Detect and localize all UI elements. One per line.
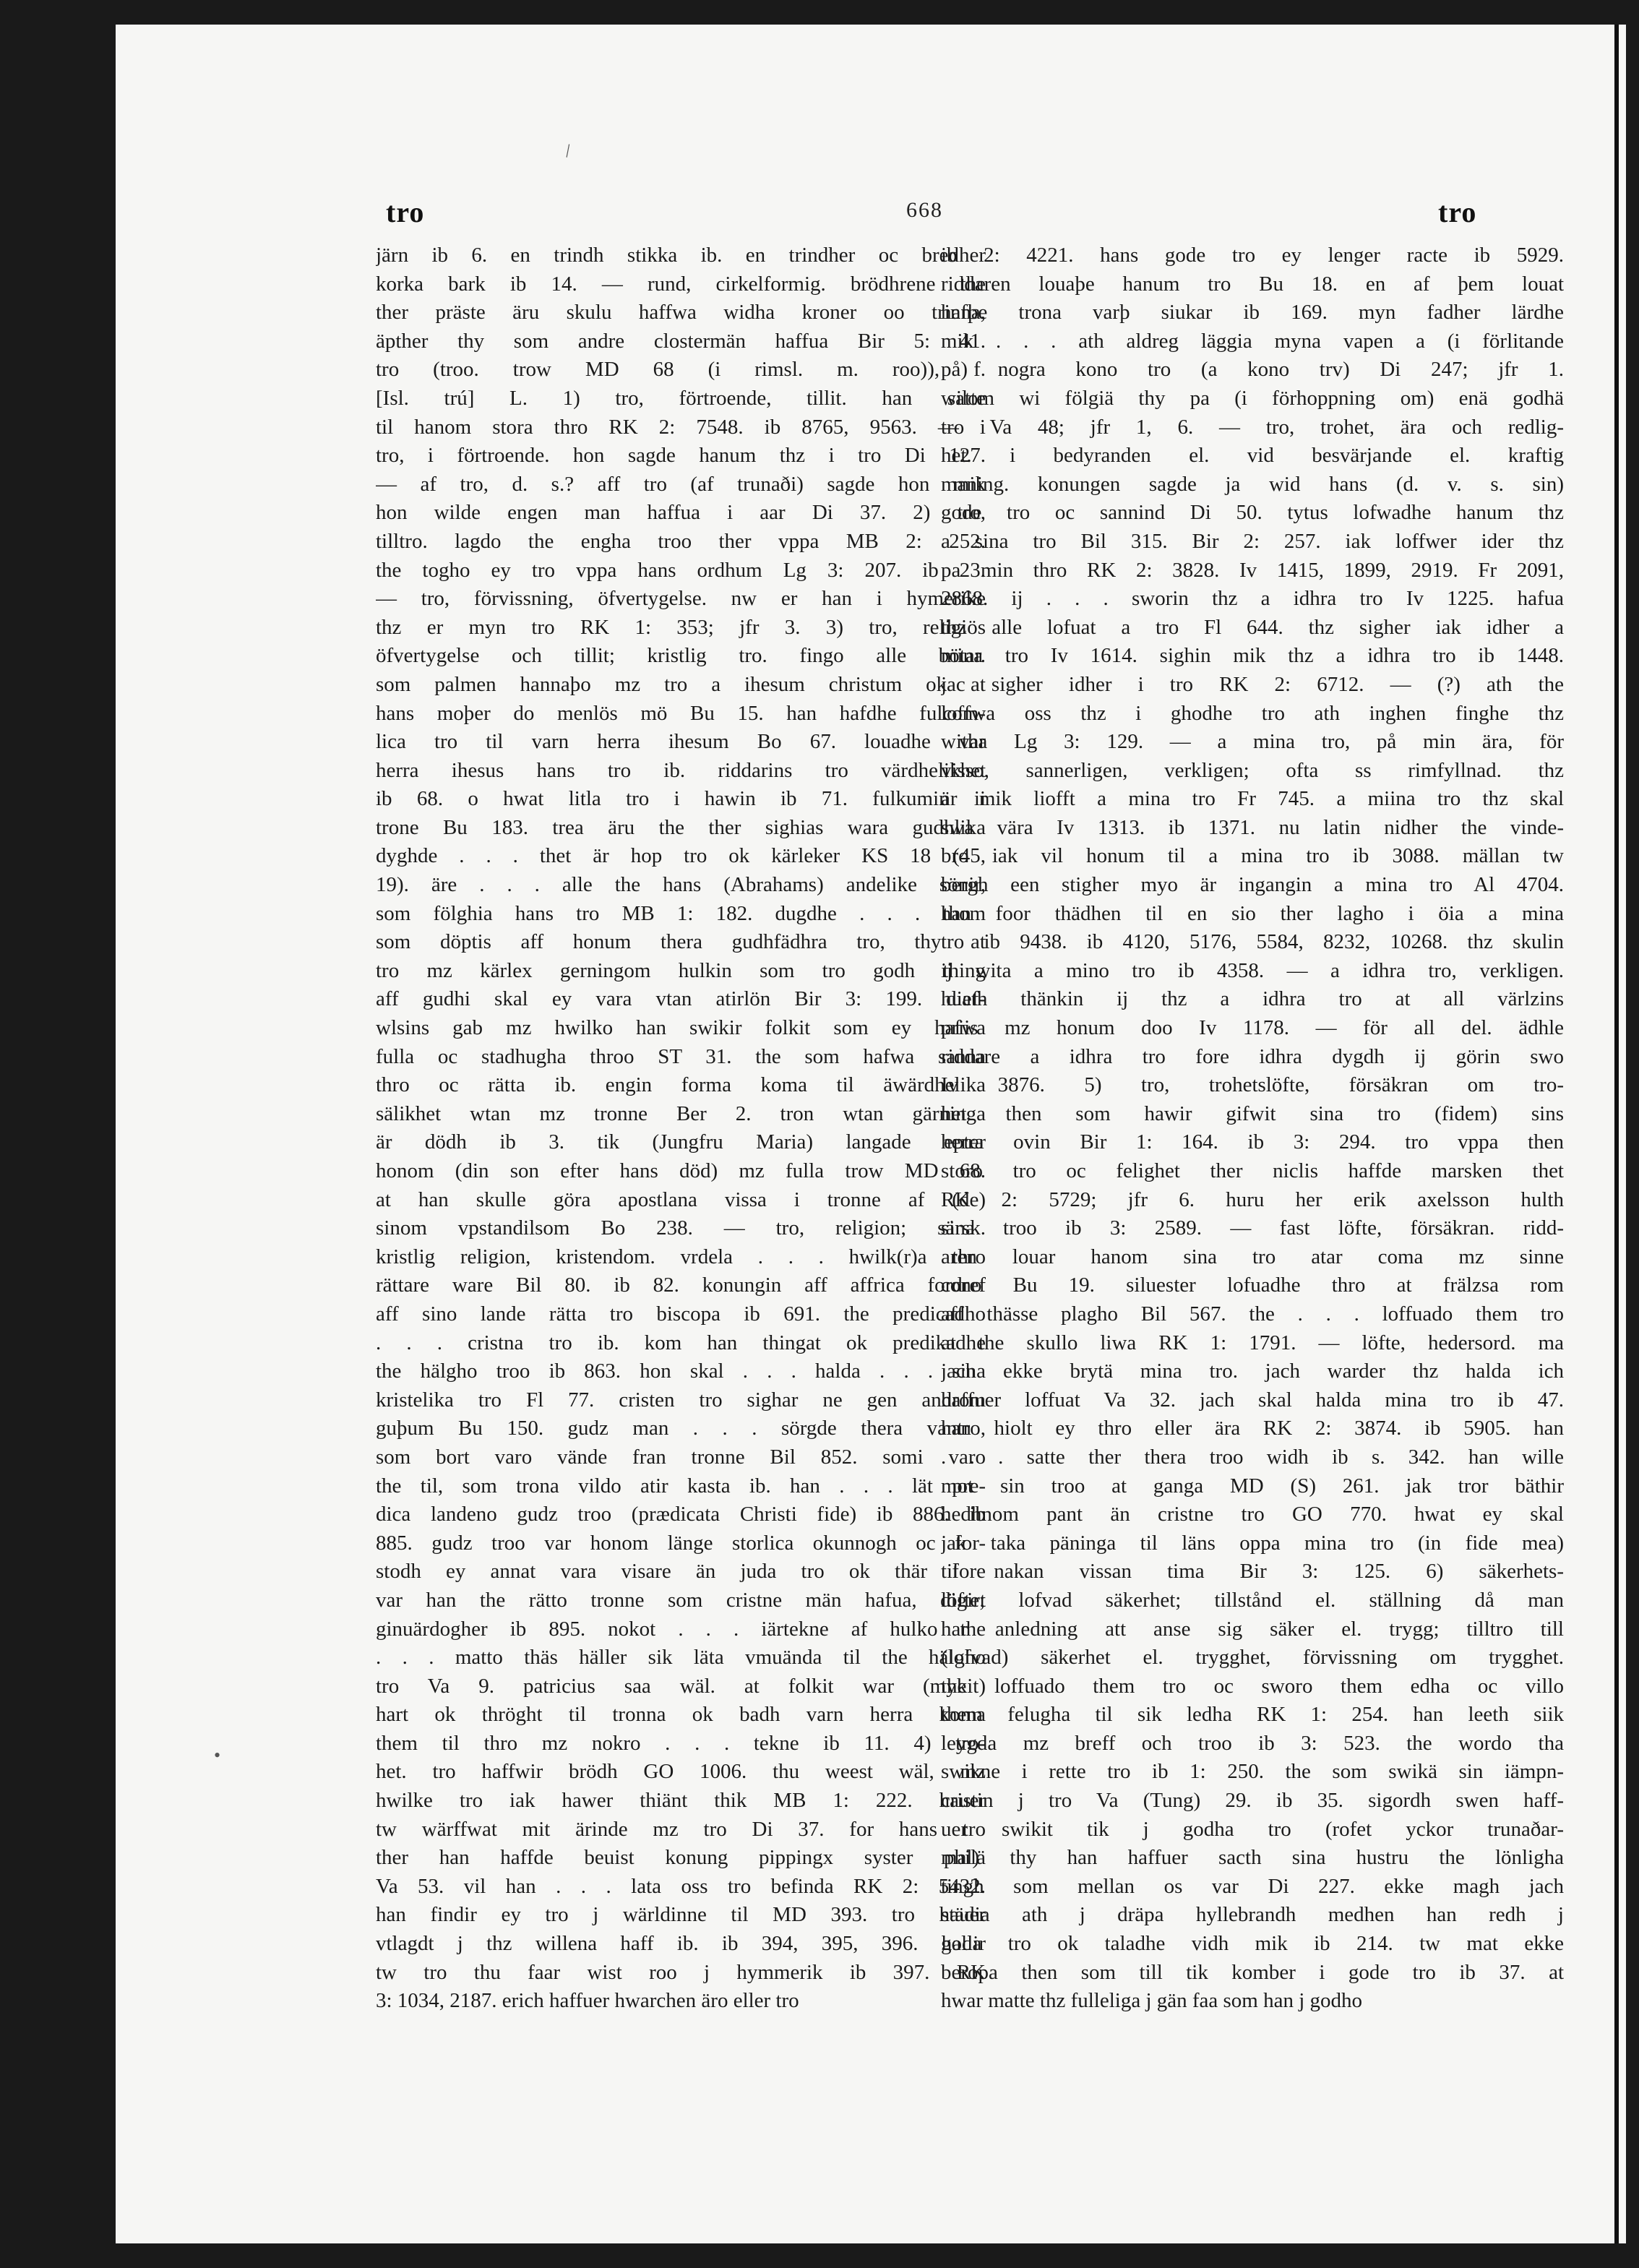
text-line: ther präste äru skulu haffwa widha kroner oo trinna,	[376, 301, 986, 325]
text-line: rättare ware Bil 80. ib 82. konungin aff affrica fordref	[376, 1273, 986, 1297]
text-line: loffwa oss thz i ghodhe tro ath inghen finghe thz	[941, 701, 1564, 725]
text-line: hans moþer do menlös mö Bu 15. han hafdhe fulcom-	[376, 701, 986, 725]
text-line: han hiolt ey thro eller ära RK 2: 3874. ib 5905. han	[941, 1417, 1564, 1440]
text-line: thro oc rätta ib. engin forma koma til äwärdhelika	[376, 1073, 986, 1097]
text-line: hafþe trona varþ siukar ib 169. myn fadher lärdhe	[941, 301, 1564, 325]
text-line: the togho ey tro vppa hans ordhum Lg 3: 207. ib 23.	[376, 558, 986, 582]
text-line: — tro, förvissning, öfvertygelse. nw er han i hymerike	[376, 587, 986, 611]
text-line: jach ekke brytä mina tro. jach warder thz halda ich	[941, 1359, 1564, 1383]
text-line: beropa then som till tik komber i gode tro ib 37. at	[941, 1960, 1564, 1984]
text-line: mot sin troo at ganga MD (S) 261. jak tror bäthir	[941, 1474, 1564, 1498]
text-line: hedhnom pant än cristne tro GO 770. hwat ey skal	[941, 1503, 1564, 1526]
text-line: pa min thro RK 2: 3828. Iv 1415, 1899, 2919. Fr 2091,	[941, 558, 1564, 582]
text-line: cono Bu 19. siluester lofuadhe thro at frälzsa rom	[941, 1273, 1564, 1297]
text-line: the hälgho troo ib 863. hon skal . . . halda . . . sina	[376, 1359, 986, 1383]
text-line: them til thro mz nokro . . . tekne ib 11. 4) tro-	[376, 1731, 986, 1755]
text-line: tingh som mellan os var Di 227. ekke magh jach	[941, 1874, 1564, 1898]
text-line: aff thässe plagho Bil 567. the . . . loffuado them tro	[941, 1302, 1564, 1326]
text-line: haffuer loffuat Va 32. jach skal halda mina tro ib 47.	[941, 1388, 1564, 1412]
text-line: thz alle lofuat a tro Fl 644. thz sigher iak idher a	[941, 615, 1564, 639]
text-line: aren louar hanom sina tro atar coma mz sinne	[941, 1245, 1564, 1268]
text-line: aff gudhi skal ey vara vtan atirlön Bir 3: 199. dief-	[376, 987, 986, 1011]
text-line: han findir ey tro j wärldinne til MD 393. tro hauer	[376, 1903, 986, 1927]
running-head-left: tro	[386, 196, 425, 228]
text-line: fulla oc stadhugha throo ST 31. the som hafwa sanna	[376, 1044, 986, 1068]
text-line: at the skullo liwa RK 1: 1791. — löfte, hedersord. ma	[941, 1331, 1564, 1354]
text-line: maning. konungen sagde ja wid hans (d. v. s. sin)	[941, 472, 1564, 496]
text-line: wilom wi fölgiä thy pa (i förhoppning om) enä godhä	[941, 386, 1564, 410]
page-number: 668	[906, 198, 943, 222]
text-line: gode tro oc sannind Di 50. tytus lofwadhe hanum thz	[941, 501, 1564, 525]
text-line: wlsins gab mz hwilko han swikir folkit som ey hafwa	[376, 1016, 986, 1040]
text-line: goda tro ok taladhe vidh mik ib 214. tw mat ekke	[941, 1932, 1564, 1956]
text-line: storo tro oc felighet ther niclis haffde marsken thet	[941, 1159, 1564, 1182]
text-line: herra ihesus hans tro ib. riddarins tro värdhelikhet	[376, 758, 986, 782]
text-line: dyghde . . . thet är hop tro ok kärleker KS 18 (45,	[376, 844, 986, 868]
text-line: — af tro, d. s.? aff tro (af trunaði) sagde hon mik	[376, 472, 986, 496]
text-line: tro ib 9438. ib 4120, 5176, 5584, 8232, 10268. thz skulin	[941, 930, 1564, 954]
text-line: (lofvad) säkerhet el. trygghet, förvissning om trygghet.	[941, 1646, 1564, 1670]
text-line: hwilke tro iak hawer thiänt thik MB 1: 222. hauer	[376, 1789, 986, 1813]
text-line: honom (din son efter hans död) mz fulla trow MD 68.	[376, 1159, 986, 1182]
text-line: hart ok thröght til tronna ok badh varn herra koma	[376, 1703, 986, 1727]
text-line: järn ib 6. en trindh stikka ib. en trindher oc bredher	[376, 244, 986, 267]
text-line: 2868. ij . . . sworin thz a idhra tro Iv 1225. hafua	[941, 587, 1564, 611]
text-line: äpther thy som andre clostermän haffua Bir 5: 41.	[376, 329, 986, 353]
text-line: . . . matto thäs häller sik läta vmuända til the hälgho	[376, 1646, 986, 1670]
text-line: them felugha til sik ledha RK 1: 254. han leeth siik	[941, 1703, 1564, 1727]
text-line: ther han haffde beuist konung pippingx syster philä	[376, 1846, 986, 1870]
text-line: öfvertygelse och tillit; kristlig tro. fingo alle bötar.	[376, 644, 986, 668]
text-line: ib 68. o hwat litla tro i hawin ib 71. fulkumin ii	[376, 787, 986, 811]
text-line: . . . satte ther thera troo widh ib s. 342. han wille	[941, 1445, 1564, 1469]
text-line: är mik liofft a mina tro Fr 745. a miina tro thz skal	[941, 787, 1564, 811]
text-line: sälikhet wtan mz tronne Ber 2. tron wtan gärninga	[376, 1101, 986, 1125]
text-line: . . . cristna tro ib. kom han thingat ok predikadhe	[376, 1331, 986, 1354]
text-line: priis mz honum doo Iv 1178. — för all del. ädhle	[941, 1016, 1564, 1040]
text-line: visso, sannerligen, verkligen; ofta ss rimfyllnad. thz	[941, 758, 1564, 782]
text-line: ginuärdogher ib 895. nokot . . . iärtekne af hulko the	[376, 1617, 986, 1641]
text-line: som döptis aff honum thera gudhfädhra tro, thy at	[376, 930, 986, 954]
text-line: het. i bedyranden el. vid besvärjande el. kraftig	[941, 444, 1564, 468]
page-edge-rule	[1614, 25, 1619, 2243]
text-line: tro Va 48; jfr 1, 6. — tro, trohet, ära och redlig-	[941, 415, 1564, 439]
text-line: på) nogra kono tro (a kono trv) Di 247; jfr 1.	[941, 358, 1564, 382]
text-line: aff sino lande rätta tro biscopa ib 691. the predicadho	[376, 1302, 986, 1326]
text-line: til nakan vissan tima Bir 3: 125. 6) säkerhets-	[941, 1560, 1564, 1584]
text-line: tilltro. lagdo the engha troo ther vppa MB 2: 252.	[376, 529, 986, 553]
text-line: cristin j tro Va (Tung) 29. ib 35. sigordh swen haff-	[941, 1789, 1564, 1813]
text-line: guþum Bu 150. gudz man . . . sörgde thera vantro,	[376, 1417, 986, 1440]
text-line: tro mz kärlex gerningom hulkin som tro godh thing	[376, 958, 986, 982]
text-line: RK 2: 5729; jfr 6. huru her erik axelsson hulth	[941, 1187, 1564, 1211]
text-line: löfte; lofvad säkerhet; tillstånd el. ställning då man	[941, 1588, 1564, 1612]
text-line: hon wilde engen man haffua i aar Di 37. 2) tro,	[376, 501, 986, 525]
text-line: sinom vpstandilsom Bo 238. — tro, religion; särsk.	[376, 1216, 986, 1240]
text-line: som palmen hannaþo mz tro a ihesum christum ok at	[376, 672, 986, 696]
text-line: vtlagdt j thz willena haff ib. ib 394, 395, 396. hallir	[376, 1932, 986, 1956]
text-line: uer swikit tik j godha tro (rofet yckor trunaðar-	[941, 1817, 1564, 1841]
text-line: var han the rätto tronne som cristne män hafua, digirt	[376, 1588, 986, 1612]
text-line: mina tro Iv 1614. sighin mik thz a idhra tro ib 1448.	[941, 644, 1564, 668]
text-line: tw wärffwat mit ärinde mz tro Di 37. for hans tro	[376, 1817, 986, 1841]
text-line: jac sigher idher i tro RK 2: 6712. — (?) ath the	[941, 672, 1564, 696]
text-line: riddaren louaþe hanum tro Bu 18. en af þem louat	[941, 272, 1564, 296]
margin-bullet: •	[214, 1745, 221, 1766]
text-line: lica tro til varn herra ihesum Bo 67. louadhe var	[376, 730, 986, 754]
text-line: at han skulle göra apostlana vissa i tronne af (de)	[376, 1187, 986, 1211]
text-line: är dödh ib 3. tik (Jungfru Maria) langade epter	[376, 1130, 986, 1154]
text-line: som bort varo vände fran tronne Bil 852. somi varo	[376, 1445, 986, 1469]
text-line: thz er myn tro RK 1: 353; jfr 3. 3) tro, religiös	[376, 615, 986, 639]
text-line: sina troo ib 3: 2589. — fast löfte, försäkran. ridd-	[941, 1216, 1564, 1240]
text-line: the loffuado them tro oc sworo them edha oc villo	[941, 1674, 1564, 1698]
text-line: 885. gudz troo var honom länge storlica okunnogh oc for-	[376, 1531, 986, 1555]
text-line: hwar matte thz fulleliga j gän faa som han j godho	[941, 1989, 1363, 2013]
stray-tick-mark: \	[560, 140, 576, 161]
text-line: 19). äre . . . alle the hans (Abrahams) andelike sönir,	[376, 873, 986, 897]
text-line: jak taka päninga til läns oppa mina tro (in fide mea)	[941, 1531, 1564, 1555]
text-line: tro, i förtroende. hon sagde hanum thz i tro Di 127.	[376, 444, 986, 468]
text-line: huath thänkin ij thz a idhra tro at all värlzins	[941, 987, 1564, 1011]
text-line: korka bark ib 14. — rund, cirkelformig. brödhrene the	[376, 272, 986, 296]
text-line: bro iak vil honum til a mina tro ib 3088. mällan tw	[941, 844, 1564, 868]
text-line: ib 2: 4221. hans gode tro ey lenger racte ib 5929.	[941, 244, 1564, 267]
text-line: herra ovin Bir 1: 164. ib 3: 294. tro vppa then	[941, 1130, 1564, 1154]
text-line: swa vära Iv 1313. ib 1371. nu latin nidher the vinde-	[941, 815, 1564, 839]
text-line: a sina tro Bil 315. Bir 2: 257. iak loffwer ider thz	[941, 529, 1564, 553]
text-line: het. tro haffwir brödh GO 1006. thu weest wäl, mz	[376, 1760, 986, 1784]
text-line: tro Va 9. patricius saa wäl. at folkit war (mykit)	[376, 1674, 986, 1698]
text-line: som fölghia hans tro MB 1: 182. dugdhe . . . thom	[376, 901, 986, 925]
text-line: leygda mz breff och troo ib 3: 523. the wordo tha	[941, 1731, 1564, 1755]
text-line: 3: 1034, 2187. erich haffuer hwarchen äro eller tro	[376, 1989, 799, 2013]
text-line: bergh een stigher myo är ingangin a mina tro Al 4704.	[941, 873, 1564, 897]
text-line: han foor thädhen til en sio ther lagho i öia a mina	[941, 901, 1564, 925]
text-line: het. then som hawir gifwit sina tro (fidem) sins	[941, 1101, 1564, 1125]
text-line: kristlig religion, kristendom. vrdela . . . hwilk(r)a thro	[376, 1245, 986, 1268]
text-line: stodh ey annat vara visare än juda tro ok thär fore	[376, 1560, 986, 1584]
text-line: ij wita a mino tro ib 4358. — a idhra tro, verkligen.	[941, 958, 1564, 982]
running-head-right: tro	[1438, 196, 1477, 228]
text-line: riddare a idhra tro fore idhra dygdh ij görin swo	[941, 1044, 1564, 1068]
text-line: til hanom stora thro RK 2: 7548. ib 8765, 9563. — i	[376, 415, 986, 439]
text-line: har anledning att anse sig säker el. trygg; tilltro till	[941, 1617, 1564, 1641]
left-column	[376, 241, 986, 2016]
text-line: Iv 3876. 5) tro, trohetslöfte, försäkran om tro-	[941, 1073, 1564, 1097]
text-line: mik . . . ath aldreg läggia myna vapen a (i förlitande	[941, 329, 1564, 353]
text-line: the til, som trona vildo atir kasta ib. han . . . lät pre-	[376, 1474, 986, 1498]
text-line: tw tro thu faar wist roo j hymmerik ib 397. RK	[376, 1960, 986, 1984]
text-line: Va 53. vil han . . . lata oss tro befinda RK 2: 5432.	[376, 1874, 986, 1898]
text-line: städia ath j dräpa hyllebrandh medhen han redh j	[941, 1903, 1564, 1927]
text-line: witha Lg 3: 129. — a mina tro, på min ära, för	[941, 730, 1564, 754]
text-line: dica landeno gudz troo (prædicata Christi fide) ib 886. ib	[376, 1503, 986, 1526]
text-line: mal) thy han haffuer sacth sina hustru the lönligha	[941, 1846, 1564, 1870]
text-line: [Isl. trú] L. 1) tro, förtroende, tillit. han satte	[376, 386, 986, 410]
text-line: kristelika tro Fl 77. cristen tro sighar ne gen androm	[376, 1388, 986, 1412]
text-line: tro (troo. trow MD 68 (i rimsl. m. roo)), f.	[376, 358, 986, 382]
dictionary-page	[116, 25, 1626, 2243]
text-line: swikne i rette tro ib 1: 250. the som swikä sin iämpn-	[941, 1760, 1564, 1784]
right-column	[941, 241, 1564, 2016]
text-line: trone Bu 183. trea äru the ther sighias wara gudhlika	[376, 815, 986, 839]
